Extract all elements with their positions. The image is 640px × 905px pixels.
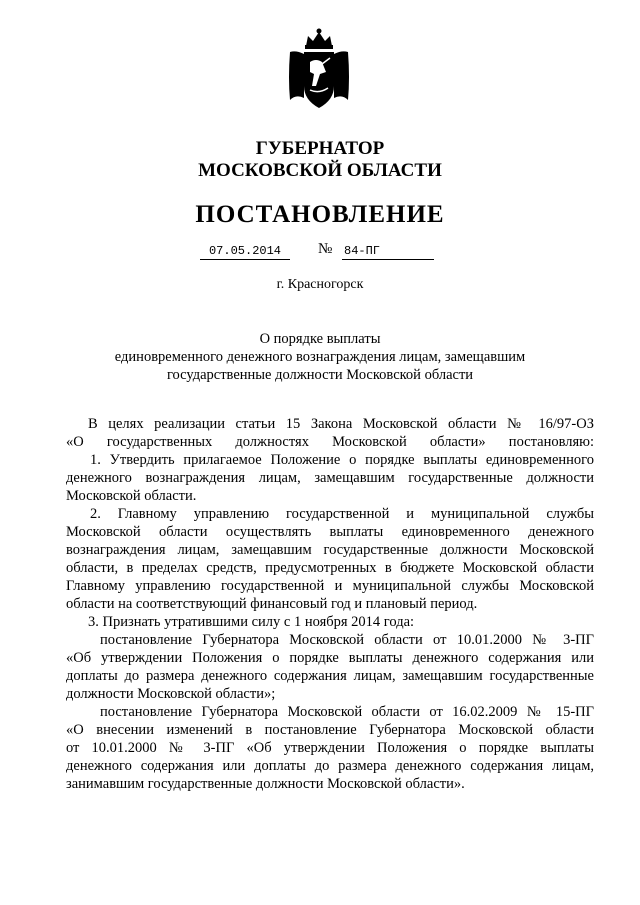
body-line: от 10.01.2000 № 3-ПГ «Об утверждении Положения о порядке выплаты	[66, 740, 594, 756]
subject-line: государственные должности Московской области	[166, 367, 474, 383]
body-line: В целях реализации статьи 15 Закона Московской области № 16/97-ОЗ	[88, 416, 594, 432]
body-line: доплаты до размера денежного содержания лицам, замещавшим государственные	[66, 668, 594, 684]
body-line: постановление Губернатора Московской области от 16.02.2009 № 15-ПГ	[100, 704, 594, 720]
authority-title: ГУБЕРНАТОР	[255, 138, 385, 159]
body-line: области на соответствующий финансовый год и плановый период.	[66, 596, 478, 612]
body-line: Главному управлению государственной и муниципальной службы Московской	[66, 578, 594, 594]
body-line: вознаграждения лицам, замещавшим государственные должности Московской	[66, 542, 594, 558]
body-line: денежного содержания или доплаты до размера денежного содержания лицам,	[66, 758, 594, 774]
city: г. Красногорск	[276, 277, 364, 292]
body-line: постановление Губернатора Московской области от 10.01.2000 № 3-ПГ	[100, 632, 594, 648]
body-line: Московской области.	[66, 488, 197, 504]
authority-region: МОСКОВСКОЙ ОБЛАСТИ	[198, 160, 442, 181]
body-line: денежного вознаграждения лицам, замещавшим государственные должности	[66, 470, 594, 486]
body-line: области, в пределах средств, предусмотренных в бюджете Московской области	[66, 560, 594, 576]
body-line: 3. Признать утратившими силу с 1 ноября 2014 года:	[88, 614, 415, 630]
coat-of-arms-icon	[286, 28, 352, 112]
body-line: «Об утверждении Положения о порядке выплаты денежного содержания или	[66, 650, 594, 666]
body-line: «О внесении изменений в постановление Губернатора Московской области	[66, 722, 594, 738]
document-type: ПОСТАНОВЛЕНИЕ	[195, 201, 445, 228]
body-line: «О государственных должностях Московской области» постановляю:	[66, 434, 594, 450]
document-date: 07.05.2014	[200, 243, 290, 260]
body-line: 1. Утвердить прилагаемое Положение о порядке выплаты единовременного	[90, 452, 594, 468]
number-sign: №	[318, 241, 333, 257]
body-line: занимавшим государственные должности Московской области».	[66, 776, 465, 792]
date-number-line	[200, 243, 460, 263]
body-line: должности Московской области»;	[66, 686, 276, 702]
subject-line: единовременного денежного вознаграждения лицам, замещавшим	[114, 349, 526, 365]
subject-line: О порядке выплаты	[259, 331, 381, 347]
body-line: Московской области осуществлять выплаты единовременного денежного	[66, 524, 594, 540]
document-number: 84-ПГ	[342, 243, 434, 260]
body-line: 2. Главному управлению государственной и муниципальной службы	[90, 506, 594, 522]
